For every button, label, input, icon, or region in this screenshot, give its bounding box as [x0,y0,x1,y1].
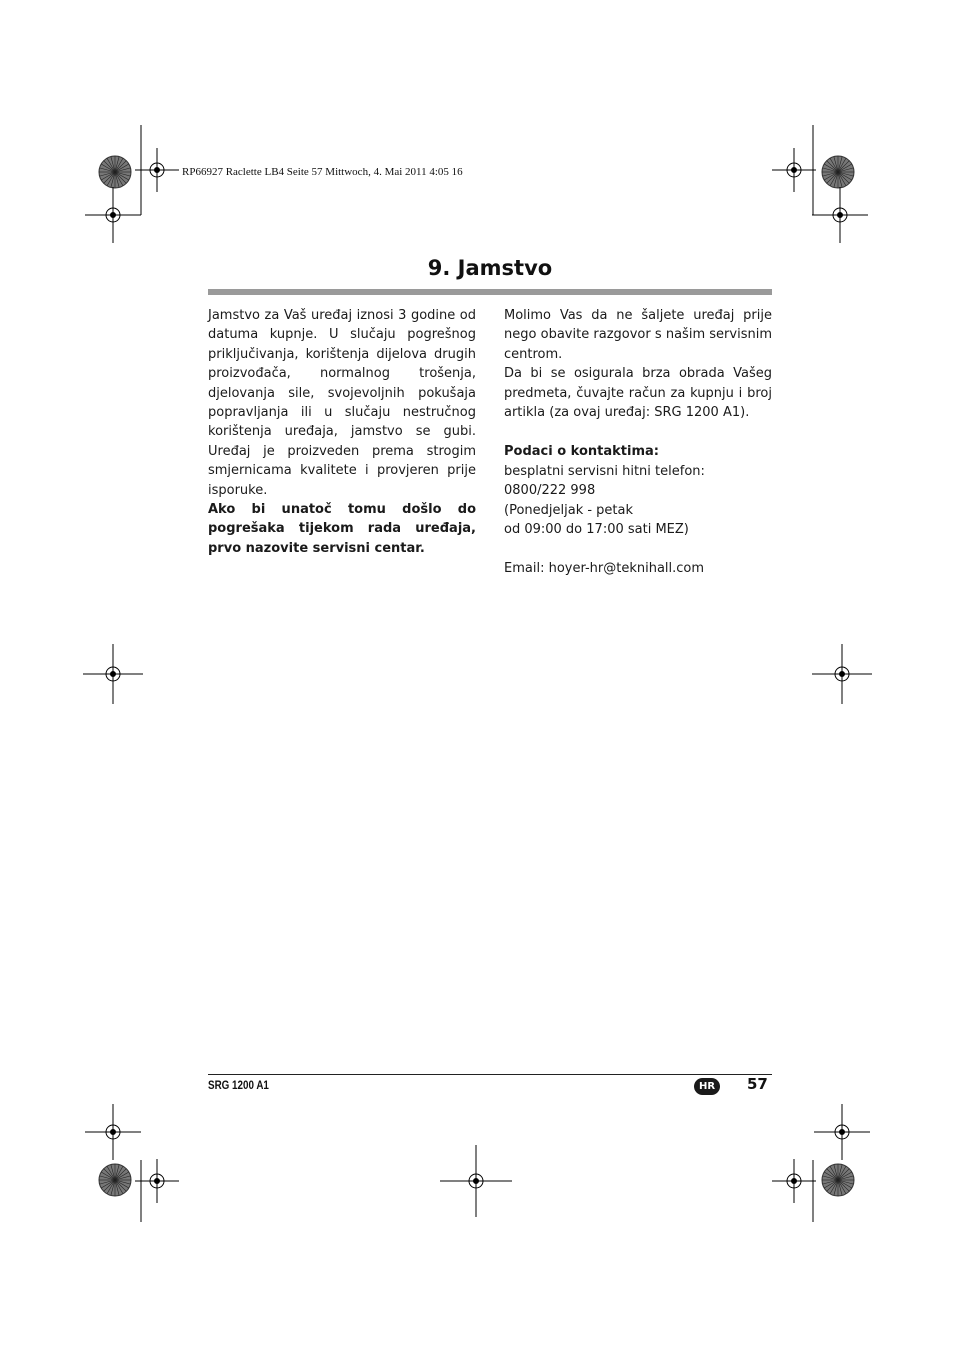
crosshair-dot [474,1179,479,1184]
contact-heading: Podaci o kontaktima: [504,444,659,460]
print-header: RP66927 Raclette LB4 Seite 57 Mittwoch, 4. Mai 2011 4:05 16 [182,166,463,178]
hours-line-2: od 09:00 do 17:00 sati MEZ) [504,522,689,538]
shipping-paragraph: Molimo Vas da ne šaljete uređaj prije nego obavite razgovor s našim servisnim centrom. [504,308,772,362]
language-badge: HR [694,1078,720,1095]
crosshair-dot [155,1179,160,1184]
warranty-bold-note: Ako bi unatoč tomu došlo do pogrešaka tijekom rada uređaja, prvo nazovite servisni centar. [208,502,476,556]
crosshair-dot [792,1179,797,1184]
hours-line-1: (Ponedjeljak - petak [504,502,634,518]
crosshair-dot [111,672,116,677]
crosshair-dot [792,168,797,173]
phone-number: 0800/222 998 [504,483,596,499]
title-rule [208,289,772,295]
crosshair-dot [111,1130,116,1135]
footer-model: SRG 1200 A1 [208,1078,269,1092]
hotline-label: besplatni servisni hitni telefon: [504,463,705,479]
crosshair-dot [155,168,160,173]
crosshair-dot [840,1130,845,1135]
email-line: Email: hoyer-hr@teknihall.com [504,561,705,577]
crosshair-dot [838,213,843,218]
page-number: 57 [747,1075,768,1093]
receipt-paragraph: Da bi se osigurala brza obrada Vašeg predmeta, čuvajte račun za kupnju i broj artikla (za ovaj uređaj: SRG 1200 A1). [504,366,772,421]
footer-rule [208,1074,772,1075]
left-column [208,306,476,558]
warranty-paragraph: Jamstvo za Vaš uređaj iznosi 3 godine od datuma kupnje. U slučaju pogrešnog priključivanja, korištenja dijelova drugih proizvođača, normalnog trošenja, djelovanja sile, svojevoljnih pokušaja popravljanja ili u slučaju nestručnog korištenja uređaja, jamstvo se gubi. Uređaj je proizveden prema strogim smjernicama kvalitete i provjeren prije isporuke. [208,308,476,498]
section-title: 9. Jamstvo [427,256,553,280]
crosshair-dot [111,213,116,218]
crosshair-dot [840,672,845,677]
right-column [504,306,772,579]
